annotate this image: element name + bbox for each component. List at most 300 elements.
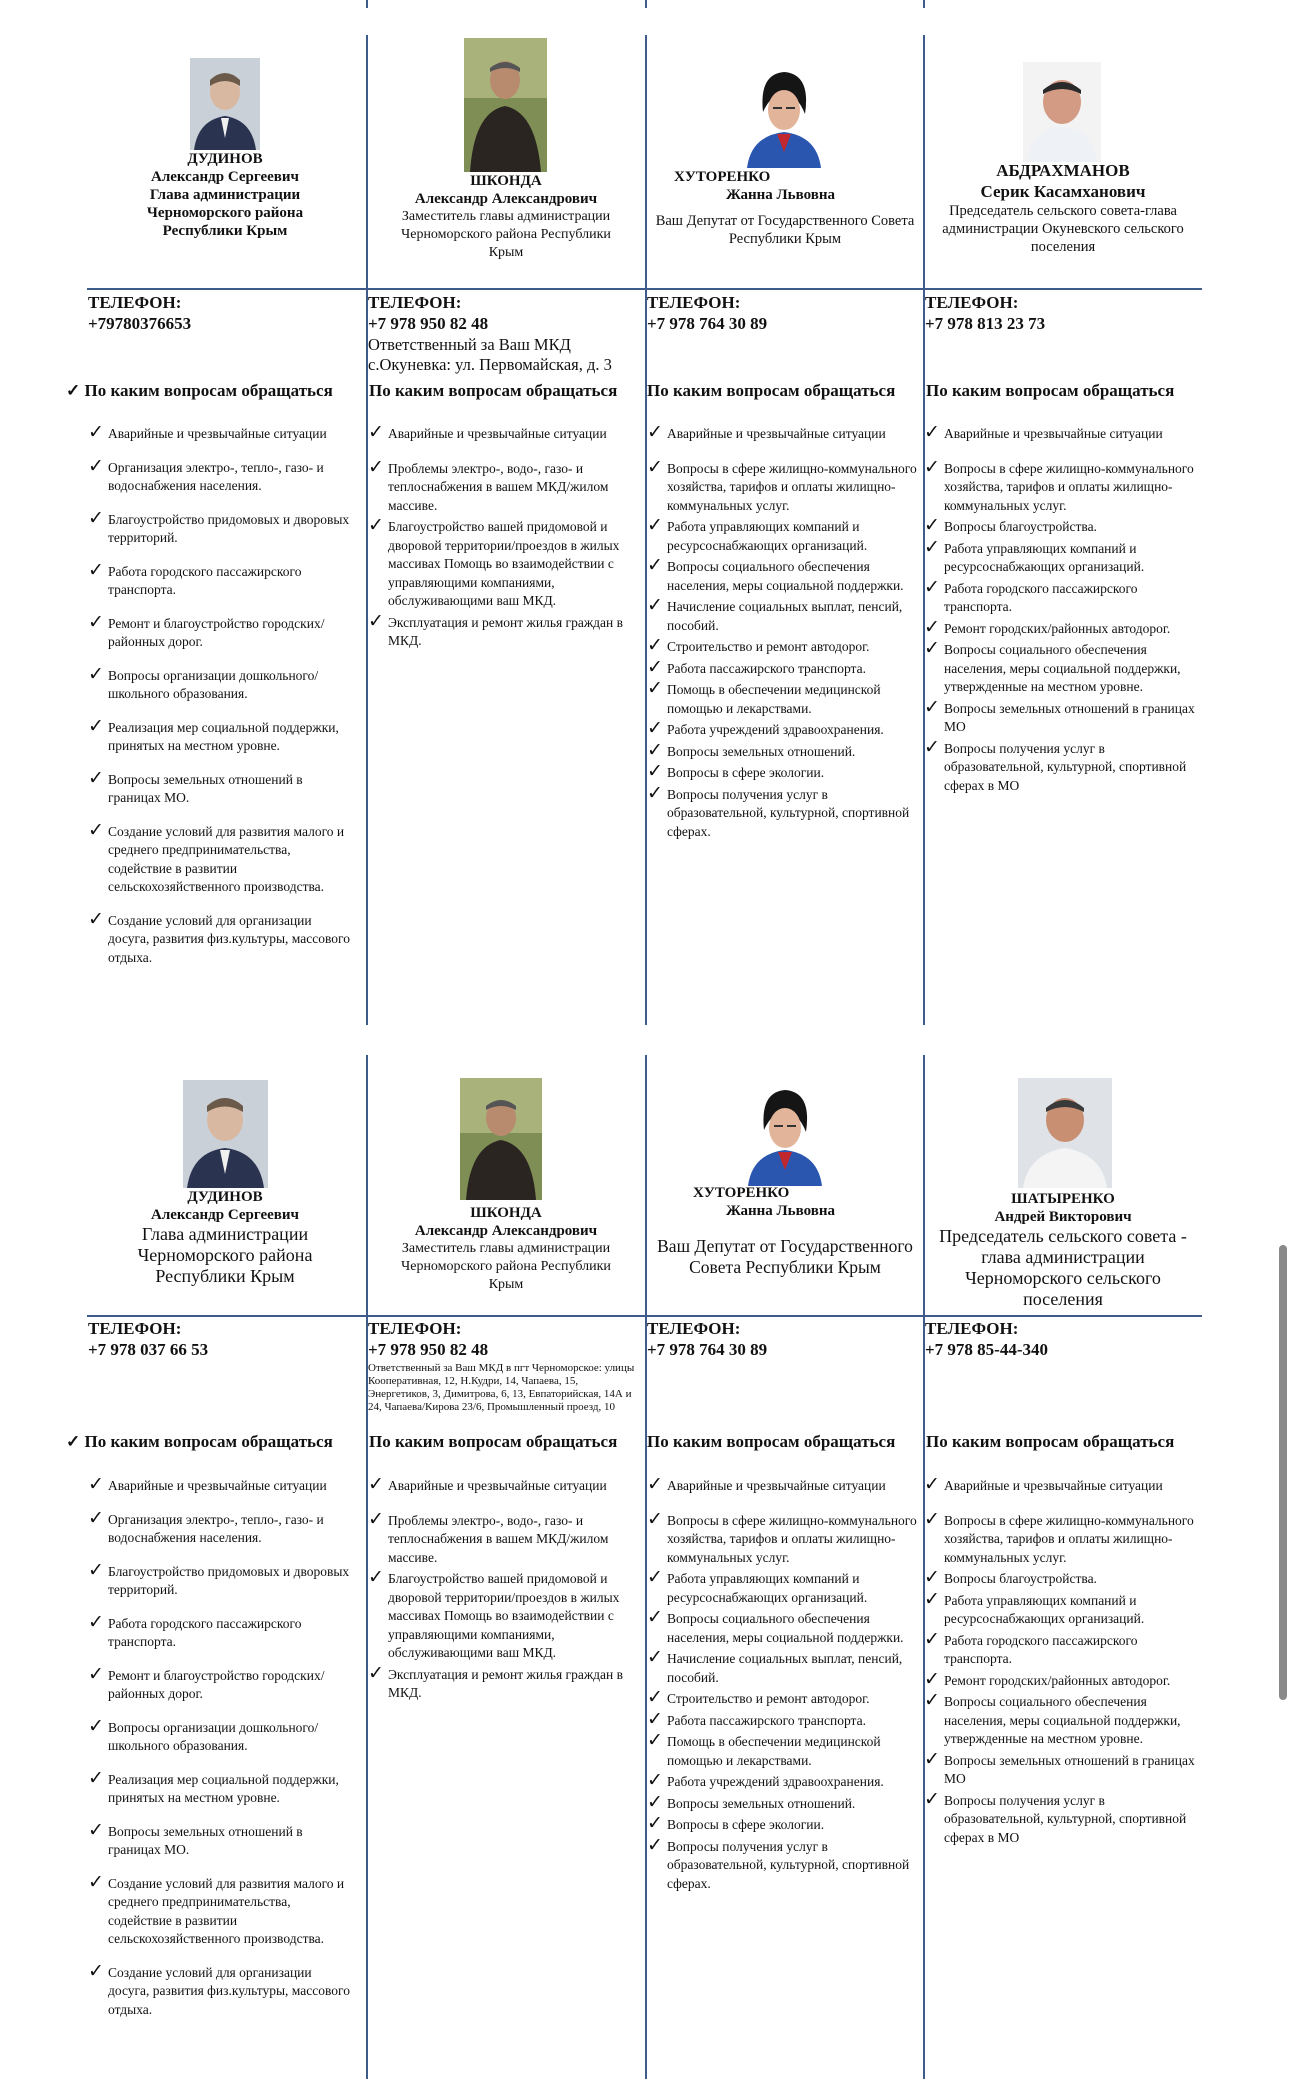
phone-number[interactable]: +7 978 813 23 73 (925, 314, 1046, 333)
list-item (647, 1607, 919, 1647)
official-name: Жанна Львовна (726, 1203, 835, 1219)
list-item (924, 422, 1198, 444)
check-icon: ✓ (368, 515, 384, 536)
list-item (88, 611, 356, 652)
official-surname: ДУДИНОВ (187, 151, 263, 167)
check-icon: ✓ (88, 819, 104, 841)
check-icon: ✓ (924, 536, 940, 558)
list-item-text: Аварийные и чрезвычайные ситуации (108, 426, 327, 441)
list-item (88, 1474, 356, 1496)
list-item-text: Организация электро-, тепло-, газо- и водоснабжения населения. (108, 1511, 324, 1545)
list-item (924, 1788, 1198, 1848)
phone-label: ТЕЛЕФОН: (88, 1319, 182, 1338)
responsible-note: Ответственный за Ваш МКД с.Окуневка: ул. Первомайская, д. 3 (368, 335, 612, 374)
list-item (647, 1770, 919, 1792)
list-item-text: Вопросы получения услуг в образовательной, культурной, спортивной сферах. (667, 786, 910, 839)
list-item (924, 1748, 1198, 1789)
list-item-text: Вопросы благоустройства. (944, 519, 1097, 534)
list-item (647, 1647, 919, 1687)
list-item (368, 422, 646, 444)
check-icon: ✓ (88, 1663, 104, 1685)
portrait-photo (460, 1078, 542, 1200)
phone-block (88, 1318, 358, 1360)
check-icon: ✓ (924, 616, 940, 638)
list-item-text: Вопросы земельных отношений. (667, 743, 856, 759)
check-icon: ✓ (368, 422, 384, 443)
check-icon: ✓ (647, 656, 663, 678)
list-item-text: Вопросы земельных отношений. (667, 1795, 856, 1811)
list-item-text: Вопросы получения услуг в образовательной, культурной, спортивной сферах в МО (944, 740, 1187, 793)
list-item-text: Вопросы социального обеспечения населения, меры социальной поддержки, утвержденные на местном уровне. (944, 1694, 1181, 1746)
list-item-text: Создание условий для организации досуга, развития физ.культуры, массового отдыха. (108, 912, 350, 965)
list-item-text: Работа управляющих компаний и ресурсоснабжающих организаций. (667, 519, 868, 553)
check-icon: ✓ (88, 1871, 104, 1893)
list-item (647, 1834, 919, 1894)
questions-heading: По каким вопросам обращаться (369, 1432, 618, 1451)
official-surname: ДУДИНОВ (187, 1189, 263, 1205)
portrait-photo (183, 1080, 268, 1188)
list-item-text: Вопросы в сфере жилищно-коммунального хозяйства, тарифов и оплаты жилищно-коммунальных услуг. (667, 1512, 917, 1565)
list-item (924, 696, 1198, 737)
list-item-text: Вопросы в сфере жилищно-коммунального хозяйства, тарифов и оплаты жилищно-коммунальных услуг. (944, 460, 1194, 513)
check-icon: ✓ (647, 1647, 663, 1668)
official-name: Александр Александрович (414, 1223, 598, 1239)
check-icon: ✓ (88, 1611, 104, 1633)
list-item (647, 1730, 919, 1770)
phone-label: ТЕЛЕФОН: (88, 293, 182, 312)
list-item (88, 455, 356, 496)
official-surname: ХУТОРЕНКО (693, 1185, 790, 1201)
phone-block (368, 292, 644, 375)
list-item-text: Проблемы электро-, водо-, газо- и теплоснабжения в вашем МКД/жилом массиве. (388, 460, 609, 513)
phone-block (88, 292, 358, 334)
list-item-text: Ремонт и благоустройство городских/районных дорог. (108, 615, 325, 649)
check-icon: ✓ (647, 761, 663, 782)
list-item-text: Работа управляющих компаний и ресурсоснабжающих организаций. (667, 1571, 868, 1605)
check-icon: ✓ (88, 663, 104, 685)
phone-block (647, 292, 919, 334)
list-item (88, 819, 356, 897)
top-stub-1 (366, 0, 368, 8)
list-item-text: Вопросы получения услуг в образовательной, культурной, спортивной сферах в МО (944, 1792, 1187, 1845)
list-item (368, 1567, 646, 1663)
list-item (647, 761, 919, 783)
list-item-text: Организация электро-, тепло-, газо- и водоснабжения населения. (108, 459, 324, 493)
official-surname: ШКОНДА (470, 1205, 542, 1221)
list-item-text: Создание условий для развития малого и среднего предпринимательства, содействие в развитии сельскохозяйственного производства. (108, 1875, 345, 1946)
list-item-text: Реализация мер социальной поддержки, принятых на местном уровне. (108, 1771, 339, 1805)
list-item (88, 663, 356, 704)
list-item-text: Вопросы в сфере жилищно-коммунального хозяйства, тарифов и оплаты жилищно-коммунальных услуг. (944, 1512, 1194, 1565)
list-item-text: Вопросы организации дошкольного/школьного образования. (108, 667, 319, 701)
check-icon: ✓ (647, 635, 663, 656)
list-item (647, 1813, 919, 1835)
check-icon: ✓ (647, 515, 663, 536)
check-icon: ✓ (647, 555, 663, 576)
list-item-text: Благоустройство придомовых и дворовых территорий. (108, 1563, 350, 1597)
official-name: Серик Касамханович (980, 182, 1146, 201)
check-icon: ✓ (66, 1432, 81, 1451)
questions-heading-text: По каким вопросам обращаться (84, 1432, 333, 1451)
phone-label: ТЕЛЕФОН: (925, 293, 1019, 312)
official-name: Александр Сергеевич (151, 1207, 299, 1223)
official-position: Заместитель главы администрации Черноморского района Республики Крым (401, 209, 611, 260)
phone-number[interactable]: +7 978 037 66 53 (88, 1340, 209, 1359)
phone-block (647, 1318, 919, 1360)
list-item-text: Вопросы социального обеспечения населения, меры социальной поддержки. (667, 559, 904, 593)
list-item-text: Аварийные и чрезвычайные ситуации (667, 1478, 886, 1493)
list-item (924, 515, 1198, 537)
list-item-text: Благоустройство придомовых и дворовых территорий. (108, 511, 350, 545)
list-item (924, 1474, 1198, 1496)
list-item-text: Ремонт городских/районных автодорог. (944, 1672, 1171, 1688)
portrait-photo (740, 1082, 830, 1186)
list-item (647, 456, 919, 516)
check-icon: ✓ (924, 1788, 940, 1810)
check-icon: ✓ (88, 1507, 104, 1529)
check-icon: ✓ (647, 595, 663, 616)
official-position: Председатель сельского совета-глава администрации Окуневского сельского поселения (942, 203, 1184, 255)
official-position: Заместитель главы администрации Черноморского района Республики Крым (401, 1241, 611, 1292)
responsible-note: Ответственный за Ваш МКД в пгт Черноморское: улицы Кооперативная, 12, Н.Кудри, 14, Чапаева, 15, Энергетиков, 3, Димитрова, 6, 13, Евпаторийская, 14А и 24, Чапаева/Кирова 23/6, Промышленный проезд, 10 (368, 1362, 635, 1413)
check-icon: ✓ (647, 1508, 663, 1530)
check-icon: ✓ (88, 611, 104, 633)
list-item-text: Аварийные и чрезвычайные ситуации (388, 426, 607, 441)
official-card (372, 1204, 640, 1294)
list-item-text: Вопросы организации дошкольного/школьного образования. (108, 1719, 319, 1753)
check-icon: ✓ (924, 696, 940, 718)
list-item (924, 1588, 1198, 1629)
list-item-text: Вопросы земельных отношений в границах МО (944, 700, 1195, 734)
official-card (110, 1188, 340, 1287)
check-icon: ✓ (647, 422, 663, 443)
list-item (924, 1690, 1198, 1749)
list-item-text: Помощь в обеспечении медицинской помощью и лекарствами. (667, 682, 881, 716)
questions-heading: По каким вопросам обращаться (369, 381, 618, 400)
list-item-text: Работа управляющих компаний и ресурсоснабжающих организаций. (944, 1592, 1145, 1626)
phone-label: ТЕЛЕФОН: (368, 1319, 462, 1338)
list-item-text: Проблемы электро-, водо-, газо- и теплоснабжения в вашем МКД/жилом массиве. (388, 1512, 609, 1565)
questions-heading: По каким вопросам обращаться (647, 1432, 896, 1451)
list-item-text: Вопросы социального обеспечения населения, меры социальной поддержки, утвержденные на местном уровне. (944, 642, 1181, 694)
list-item (647, 595, 919, 635)
check-icon: ✓ (924, 1588, 940, 1610)
list-item-text: Аварийные и чрезвычайные ситуации (944, 426, 1163, 441)
list-item (88, 908, 356, 968)
list-item (924, 536, 1198, 577)
list-item (368, 1474, 646, 1496)
check-icon: ✓ (88, 507, 104, 529)
list-item-text: Эксплуатация и ремонт жилья граждан в МКД. (388, 1666, 623, 1700)
questions-heading: По каким вопросам обращаться (647, 381, 896, 400)
list-item (368, 456, 646, 516)
check-icon: ✓ (924, 736, 940, 758)
phone-number[interactable]: +79780376653 (88, 314, 192, 333)
topics-list (368, 422, 646, 654)
topics-list (88, 422, 356, 982)
list-item (924, 638, 1198, 697)
list-item (647, 515, 919, 555)
list-item-text: Создание условий для развития малого и среднего предпринимательства, содействие в развитии сельскохозяйственного производства. (108, 823, 345, 894)
scrollbar-thumb[interactable] (1279, 1245, 1287, 1700)
header-divider (87, 1315, 1202, 1317)
list-item (88, 1819, 356, 1860)
list-item-text: Создание условий для организации досуга, развития физ.культуры, массового отдыха. (108, 1964, 350, 2017)
list-item (647, 1474, 919, 1496)
list-item-text: Аварийные и чрезвычайные ситуации (388, 1478, 607, 1493)
list-item-text: Строительство и ремонт автодорог. (667, 639, 870, 654)
list-item-text: Эксплуатация и ремонт жилья граждан в МКД. (388, 614, 623, 648)
check-icon: ✓ (368, 610, 384, 632)
list-item (88, 1663, 356, 1704)
phone-block (925, 292, 1195, 334)
official-card (648, 168, 922, 248)
check-icon: ✓ (647, 1770, 663, 1791)
header-divider (87, 288, 1202, 290)
check-icon: ✓ (647, 456, 663, 478)
check-icon: ✓ (88, 1960, 104, 1982)
list-item-text: Начисление социальных выплат, пенсий, пособий. (667, 1651, 903, 1685)
list-item (88, 1715, 356, 1756)
phone-block (368, 1318, 642, 1414)
list-item (368, 610, 646, 651)
check-icon: ✓ (924, 1690, 940, 1711)
official-card (372, 172, 640, 262)
list-item (924, 1668, 1198, 1691)
check-icon: ✓ (924, 515, 940, 536)
check-icon: ✓ (924, 1567, 940, 1588)
list-item (647, 782, 919, 842)
list-item-text: Аварийные и чрезвычайные ситуации (108, 1478, 327, 1493)
list-item (368, 1508, 646, 1568)
list-item (88, 1611, 356, 1652)
portrait-photo (464, 38, 547, 172)
list-item-text: Работа учреждений здравоохранения. (667, 722, 884, 737)
list-item (647, 555, 919, 595)
check-icon: ✓ (88, 455, 104, 477)
portrait-photo (739, 64, 829, 168)
official-position: Ваш Депутат от Государственного Совета Республики Крым (655, 213, 915, 247)
official-position: Ваш Депутат от Государственного Совета Республики Крым (657, 1236, 913, 1277)
official-surname: АБДРАХМАНОВ (996, 161, 1130, 180)
topics-list (368, 1474, 646, 1706)
check-icon: ✓ (924, 1628, 940, 1650)
check-icon: ✓ (924, 1668, 940, 1690)
topics-list (88, 1474, 356, 2034)
list-item-text: Помощь в обеспечении медицинской помощью и лекарствами. (667, 1734, 881, 1768)
official-name: Жанна Львовна (726, 187, 835, 203)
official-card (110, 150, 340, 240)
questions-heading (66, 1432, 333, 1452)
list-item (88, 1767, 356, 1808)
list-item (647, 1791, 919, 1814)
check-icon: ✓ (368, 1662, 384, 1684)
list-item (647, 635, 919, 657)
check-icon: ✓ (368, 456, 384, 478)
check-icon: ✓ (647, 1834, 663, 1856)
official-position: Председатель сельского совета - глава администрации Черноморского сельского поселения (939, 1226, 1187, 1309)
list-item-text: Благоустройство вашей придомовой и дворовой территории/проездов в жилых массивах Помощь во взаимодействии с управляющими компаниями, обслуживающими ваш МКД. (388, 519, 620, 608)
check-icon: ✓ (924, 1474, 940, 1495)
official-name: Андрей Викторович (994, 1209, 1132, 1225)
check-icon: ✓ (647, 739, 663, 761)
list-item-text: Вопросы в сфере жилищно-коммунального хозяйства, тарифов и оплаты жилищно-коммунальных услуг. (667, 460, 917, 513)
list-item-text: Вопросы социального обеспечения населения, меры социальной поддержки. (667, 1611, 904, 1645)
official-card (926, 160, 1200, 256)
list-item (88, 1960, 356, 2020)
list-item (647, 422, 919, 444)
check-icon: ✓ (647, 1813, 663, 1834)
list-item-text: Аварийные и чрезвычайные ситуации (667, 426, 886, 441)
phone-block (925, 1318, 1195, 1360)
list-item (88, 1871, 356, 1949)
check-icon: ✓ (88, 422, 104, 443)
list-item (88, 1507, 356, 1548)
check-icon: ✓ (88, 908, 104, 930)
phone-number[interactable]: +7 978 764 30 89 (647, 314, 768, 333)
check-icon: ✓ (647, 1708, 663, 1730)
list-item (647, 1708, 919, 1731)
list-item (647, 1508, 919, 1568)
list-item (924, 1628, 1198, 1669)
check-icon: ✓ (368, 1474, 384, 1495)
check-icon: ✓ (368, 1508, 384, 1530)
list-item-text: Вопросы благоустройства. (944, 1571, 1097, 1586)
list-item (924, 736, 1198, 796)
list-item (88, 422, 356, 444)
list-item (924, 1508, 1198, 1568)
list-item (647, 1567, 919, 1607)
list-item-text: Вопросы земельных отношений в границах МО. (108, 1823, 303, 1857)
list-item (647, 739, 919, 762)
phone-label: ТЕЛЕФОН: (368, 293, 462, 312)
list-item-text: Ремонт городских/районных автодорог. (944, 620, 1171, 636)
check-icon: ✓ (88, 1767, 104, 1789)
check-icon: ✓ (647, 1607, 663, 1628)
phone-label: ТЕЛЕФОН: (647, 1319, 741, 1338)
check-icon: ✓ (924, 456, 940, 478)
list-item (924, 456, 1198, 516)
check-icon: ✓ (88, 559, 104, 581)
list-item (88, 507, 356, 548)
list-item (924, 616, 1198, 639)
top-stub-2 (645, 0, 647, 8)
portrait-photo (1023, 62, 1101, 162)
check-icon: ✓ (66, 381, 81, 400)
check-icon: ✓ (647, 1730, 663, 1751)
questions-heading-text: По каким вопросам обращаться (84, 381, 333, 400)
list-item-text: Начисление социальных выплат, пенсий, пособий. (667, 599, 903, 633)
list-item-text: Реализация мер социальной поддержки, принятых на местном уровне. (108, 719, 339, 753)
phone-number[interactable]: +7 978 764 30 89 (647, 1340, 768, 1359)
list-item (647, 718, 919, 740)
check-icon: ✓ (647, 1791, 663, 1813)
list-item-text: Работа пассажирского транспорта. (667, 660, 866, 676)
list-item-text: Работа городского пассажирского транспорта. (108, 1615, 302, 1649)
check-icon: ✓ (88, 1819, 104, 1841)
check-icon: ✓ (647, 1474, 663, 1495)
phone-label: ТЕЛЕФОН: (647, 293, 741, 312)
list-item (88, 715, 356, 756)
phone-label: ТЕЛЕФОН: (925, 1319, 1019, 1338)
questions-heading (66, 381, 333, 401)
list-item-text: Работа управляющих компаний и ресурсоснабжающих организаций. (944, 540, 1145, 574)
questions-heading: По каким вопросам обращаться (926, 381, 1175, 400)
check-icon: ✓ (88, 715, 104, 737)
phone-number[interactable]: +7 978 950 82 48 (368, 1340, 489, 1359)
questions-heading: По каким вопросам обращаться (926, 1432, 1175, 1451)
check-icon: ✓ (368, 1567, 384, 1588)
official-name: Александр Сергеевич (151, 169, 299, 185)
list-item-text: Вопросы земельных отношений в границах МО. (108, 771, 303, 805)
topics-list (647, 1474, 919, 1896)
list-item (88, 767, 356, 808)
list-item-text: Работа пассажирского транспорта. (667, 1712, 866, 1728)
official-card (648, 1184, 922, 1278)
official-name: Александр Александрович (414, 191, 598, 207)
list-item (647, 1687, 919, 1709)
portrait-photo (1018, 1078, 1112, 1188)
list-item (924, 1567, 1198, 1589)
list-item-text: Вопросы получения услуг в образовательной, культурной, спортивной сферах. (667, 1838, 910, 1891)
check-icon: ✓ (647, 718, 663, 739)
check-icon: ✓ (88, 1559, 104, 1581)
list-item-text: Работа городского пассажирского транспорта. (944, 1632, 1138, 1666)
list-item (368, 515, 646, 611)
official-surname: ШКОНДА (470, 173, 542, 189)
official-surname: ШАТЫРЕНКО (1011, 1191, 1115, 1207)
check-icon: ✓ (88, 1715, 104, 1737)
list-item (88, 1559, 356, 1600)
topics-list (647, 422, 919, 844)
topics-list (924, 1474, 1198, 1850)
check-icon: ✓ (647, 678, 663, 699)
official-surname: ХУТОРЕНКО (674, 169, 771, 185)
list-item (647, 656, 919, 679)
list-item (647, 678, 919, 718)
list-item-text: Аварийные и чрезвычайные ситуации (944, 1478, 1163, 1493)
check-icon: ✓ (924, 638, 940, 659)
phone-number[interactable]: +7 978 950 82 48 (368, 314, 489, 333)
list-item-text: Ремонт и благоустройство городских/районных дорог. (108, 1667, 325, 1701)
official-position: Глава администрации Черноморского района Республики Крым (146, 187, 304, 239)
official-card (926, 1190, 1200, 1310)
list-item-text: Вопросы земельных отношений в границах МО (944, 1752, 1195, 1786)
topics-list (924, 422, 1198, 798)
phone-number[interactable]: +7 978 85-44-340 (925, 1340, 1049, 1359)
check-icon: ✓ (647, 1567, 663, 1588)
list-item (924, 576, 1198, 617)
list-item-text: Вопросы в сфере экологии. (667, 1817, 825, 1832)
list-item (88, 559, 356, 600)
check-icon: ✓ (924, 1748, 940, 1770)
portrait-photo (190, 58, 260, 150)
check-icon: ✓ (647, 1687, 663, 1708)
top-stub-3 (923, 0, 925, 8)
list-item (368, 1662, 646, 1703)
list-item-text: Благоустройство вашей придомовой и дворовой территории/проездов в жилых массивах Помощь во взаимодействии с управляющими компаниями, обслуживающими ваш МКД. (388, 1571, 620, 1660)
list-item-text: Работа городского пассажирского транспорта. (108, 563, 302, 597)
official-position: Глава администрации Черноморского района Республики Крым (137, 1224, 313, 1286)
check-icon: ✓ (924, 422, 940, 443)
check-icon: ✓ (647, 782, 663, 804)
list-item-text: Работа городского пассажирского транспорта. (944, 580, 1138, 614)
check-icon: ✓ (924, 1508, 940, 1530)
list-item-text: Вопросы в сфере экологии. (667, 765, 825, 780)
check-icon: ✓ (88, 767, 104, 789)
check-icon: ✓ (88, 1474, 104, 1495)
list-item-text: Строительство и ремонт автодорог. (667, 1691, 870, 1706)
